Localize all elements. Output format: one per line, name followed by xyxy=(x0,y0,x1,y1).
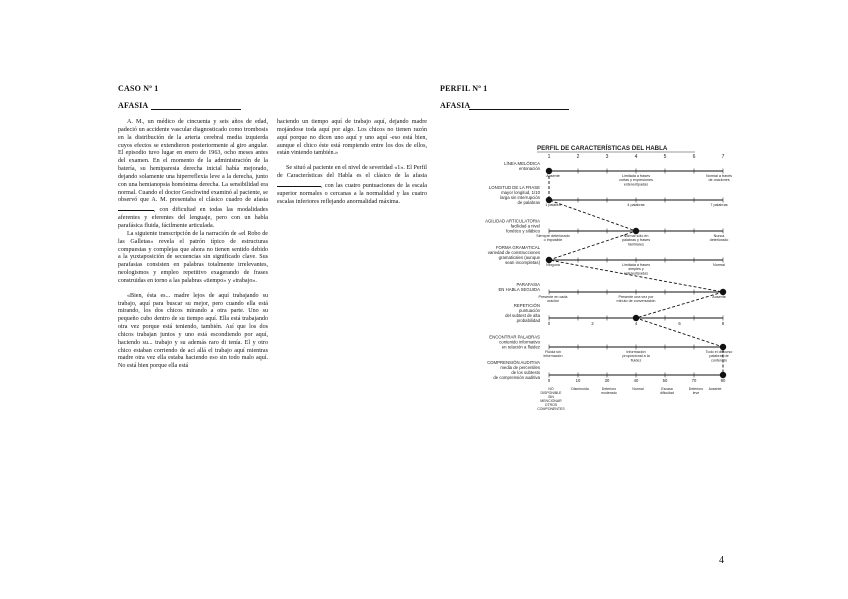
row-label: PARAFASIA EN HABLA SEGUIDA xyxy=(498,282,540,292)
row-label: REPETICIÓN puntuación del subtest de alta probabilidad xyxy=(505,303,540,323)
profile-point xyxy=(546,168,552,174)
descriptor-left: Presente en cada oración xyxy=(538,295,568,304)
paragraph: «Bien, ésta es... madre lejos de aquí trabajando su trabajo, aquí para buscar su mejor, pero cuando ella está mirando, los dos chicos mirando a otra parte. Uno su pequeño cubo dentro de su tiempo aquí. Ella está trabajando otra vez porque está teniendo, también. Así que los dos chicos trabajan juntos y uno está escondiendo por aquí, haciendo su... trabajo y su además raro di tenía. El y otro chico estaban corriendo de ací allá el trabajo aquí mientras madre otra vez ella estaba haciendo eso sin todo malo aquí. No está bien porque ella está xyxy=(118,292,268,370)
descriptor-mid: Presente una vez por minuto de conversación xyxy=(616,295,656,304)
row-label: LÍNEA MELÓDICA entonación xyxy=(504,161,540,171)
descriptor-right: Todo el discurso palabras de contenido xyxy=(705,350,733,363)
case-title: CASO Nº 1 xyxy=(118,84,159,93)
tick-value-label: 90 xyxy=(720,378,726,383)
descriptor-right: Ausente xyxy=(712,295,726,299)
afasia-blank-left xyxy=(151,109,241,110)
descriptor-mid: Normal sólo en palabras y frases familiares xyxy=(621,234,651,247)
scale-number-label: 6 xyxy=(692,154,696,160)
descriptor-right: Normal a través de oraciones xyxy=(705,174,733,183)
speech-profile-svg xyxy=(433,138,763,438)
tick-value-label: 0 xyxy=(547,378,551,383)
bottom-descriptor: Deterioro leve xyxy=(688,387,704,395)
text-column-2 xyxy=(277,119,427,206)
tick-value-label: 8 xyxy=(721,321,725,326)
tick-value-label: 6 xyxy=(678,321,681,326)
row-label: LONGITUD DE LA FRASE mayor longitud, 1/10 larga sin interrupción de palabras xyxy=(488,185,540,205)
afasia-blank-right xyxy=(469,109,569,110)
profile-title: PERFIL Nº 1 xyxy=(440,84,488,93)
descriptor-right: Normal xyxy=(713,263,725,267)
page-number: 4 xyxy=(719,555,724,566)
bottom-descriptor: NO DISPONIBLE SIN MENCIONAR OTROS COMPONENTES xyxy=(537,387,565,411)
bottom-descriptor: Deterioro moderado xyxy=(601,387,617,395)
bottom-descriptor: Disminuida xyxy=(571,387,589,391)
descriptor-right: 7 palabras xyxy=(710,203,728,207)
text-column-1 xyxy=(118,119,268,371)
descriptor-left: Ausente xyxy=(546,174,560,178)
paragraph: Se situó al paciente en el nivel de severidad «1». El Perfil de Características del Habla es el clásico de la afasia , con las cuatro puntuaciones de la escala superior normales o cercanas a la normalidad y las cuatro escalas inferiores reflejando anormalidad máxima. xyxy=(277,165,427,205)
row-label: COMPRENSIÓN AUDITIVA media de percentiles de los subtests de comprensión auditiva xyxy=(487,360,540,380)
row-label: FORMA GRAMATICAL variedad de construcciones gramaticales (aunque sean incompletas) xyxy=(487,245,540,265)
paragraph: A. M., un médico de cincuenta y seis años de edad, padeció un accidente vascular diagnosticado como trombosis en la distribución de la arteria cerebral media izquierda cuyos efectos se extendieron posteriormente al giro angular. El episodio tuvo lugar en enero de 1963, ocho meses antes del examen. En el momento de la administración de la batería, su hemiparesia derecha inicial había mejorado, dejando solamente una hiperreflexia leve a la derecha, junto con una hemianopsia homónima derecha. La sensibilidad era normal. Cuando el doctor Geschwind examinó al paciente, se observó que A. M. presentaba el clásico cuadro de afasia , con dificultad en todas las modalidades aferentes y eferentes del lenguaje, pero con un habla parafásica fluida, fácilmente articulada. xyxy=(118,119,268,229)
descriptor-mid: 4 palabras xyxy=(627,203,645,207)
tick-value-label: 70 xyxy=(691,378,697,383)
profile-point xyxy=(546,257,552,263)
scale-number-label: 7 xyxy=(721,154,725,160)
blank-line xyxy=(277,181,321,187)
scale-number-label: 5 xyxy=(663,154,667,160)
row-label: ENCONTRAR PALABRAS contenido informativo en relación a fluidez xyxy=(489,334,540,350)
bottom-descriptor: Normal xyxy=(632,387,644,391)
scale-number-label: 2 xyxy=(576,154,580,160)
scale-number-label: 4 xyxy=(634,154,638,160)
descriptor-mid: Limitada a frases cortas y expresiones estereotipadas xyxy=(619,174,653,187)
profile-point xyxy=(633,315,639,321)
tick-value-label: 50 xyxy=(662,378,668,383)
descriptor-left: Fluida sin información xyxy=(543,350,563,359)
profile-point xyxy=(720,372,726,378)
scale-number-label: 1 xyxy=(547,154,551,160)
speech-profile-chart xyxy=(433,138,763,438)
tick-value-label: 2 xyxy=(591,321,594,326)
scale-number-label: 3 xyxy=(605,154,609,160)
descriptor-mid: Información proporcional a la fluidez xyxy=(622,350,650,363)
descriptor-right: Nunca deteriorado xyxy=(709,234,729,243)
descriptor-left: 1 palabra xyxy=(545,203,561,207)
bottom-descriptor: Escasa dificultad xyxy=(660,387,674,395)
tick-value-label: 30 xyxy=(604,378,610,383)
tick-value-label: 4 xyxy=(634,321,638,326)
paragraph: haciendo un tiempo aquí de trabajo aquí, dejando madre mojándose toda aquí por algo. Los chicos no tienen razón aquí porque no dicen uno aquí y uno aquí -eso está bien, aunque el chico éste está rompiendo entre los dos de ellos, están viniendo también.» xyxy=(277,119,427,157)
profile-point xyxy=(720,289,726,295)
afasia-label-left: AFASIA xyxy=(118,101,149,110)
afasia-label-right: AFASIA xyxy=(440,101,471,110)
descriptor-left: Ninguna xyxy=(546,263,560,267)
profile-point xyxy=(546,197,552,203)
paragraph: La siguiente transcripción de la narración de «el Robo de las Galletas» revela el patrón típico de estructuras compuestas y complejas que ahora no tienen sentido debido a la yuxtaposición de secuencias sin significado clave. Sus parafasias consisten en palabras totalmente irrelevantes, neologismos y empleo repetitivo exagerando de frases construidas en torno a las palabras «tiempo» y «trabajo». xyxy=(118,230,268,284)
tick-value-label: 40 xyxy=(633,378,639,383)
profile-point xyxy=(720,344,726,350)
tick-value-label: 0 xyxy=(547,321,551,326)
profile-point xyxy=(633,228,639,234)
bottom-descriptor: Ausente xyxy=(708,387,722,391)
descriptor-left: Siempre deteriorado o imposible xyxy=(536,234,570,243)
chart-title: PERFIL DE CARACTERÍSTICAS DEL HABLA xyxy=(537,145,668,152)
blank-line xyxy=(118,205,154,211)
tick-value-label: 10 xyxy=(575,378,581,383)
row-label: AGILIDAD ARTICULATORIA facilidad a nivel fonético y silábico xyxy=(485,218,540,234)
descriptor-mid: Limitada a frases simples y estereotipadas xyxy=(621,263,651,276)
